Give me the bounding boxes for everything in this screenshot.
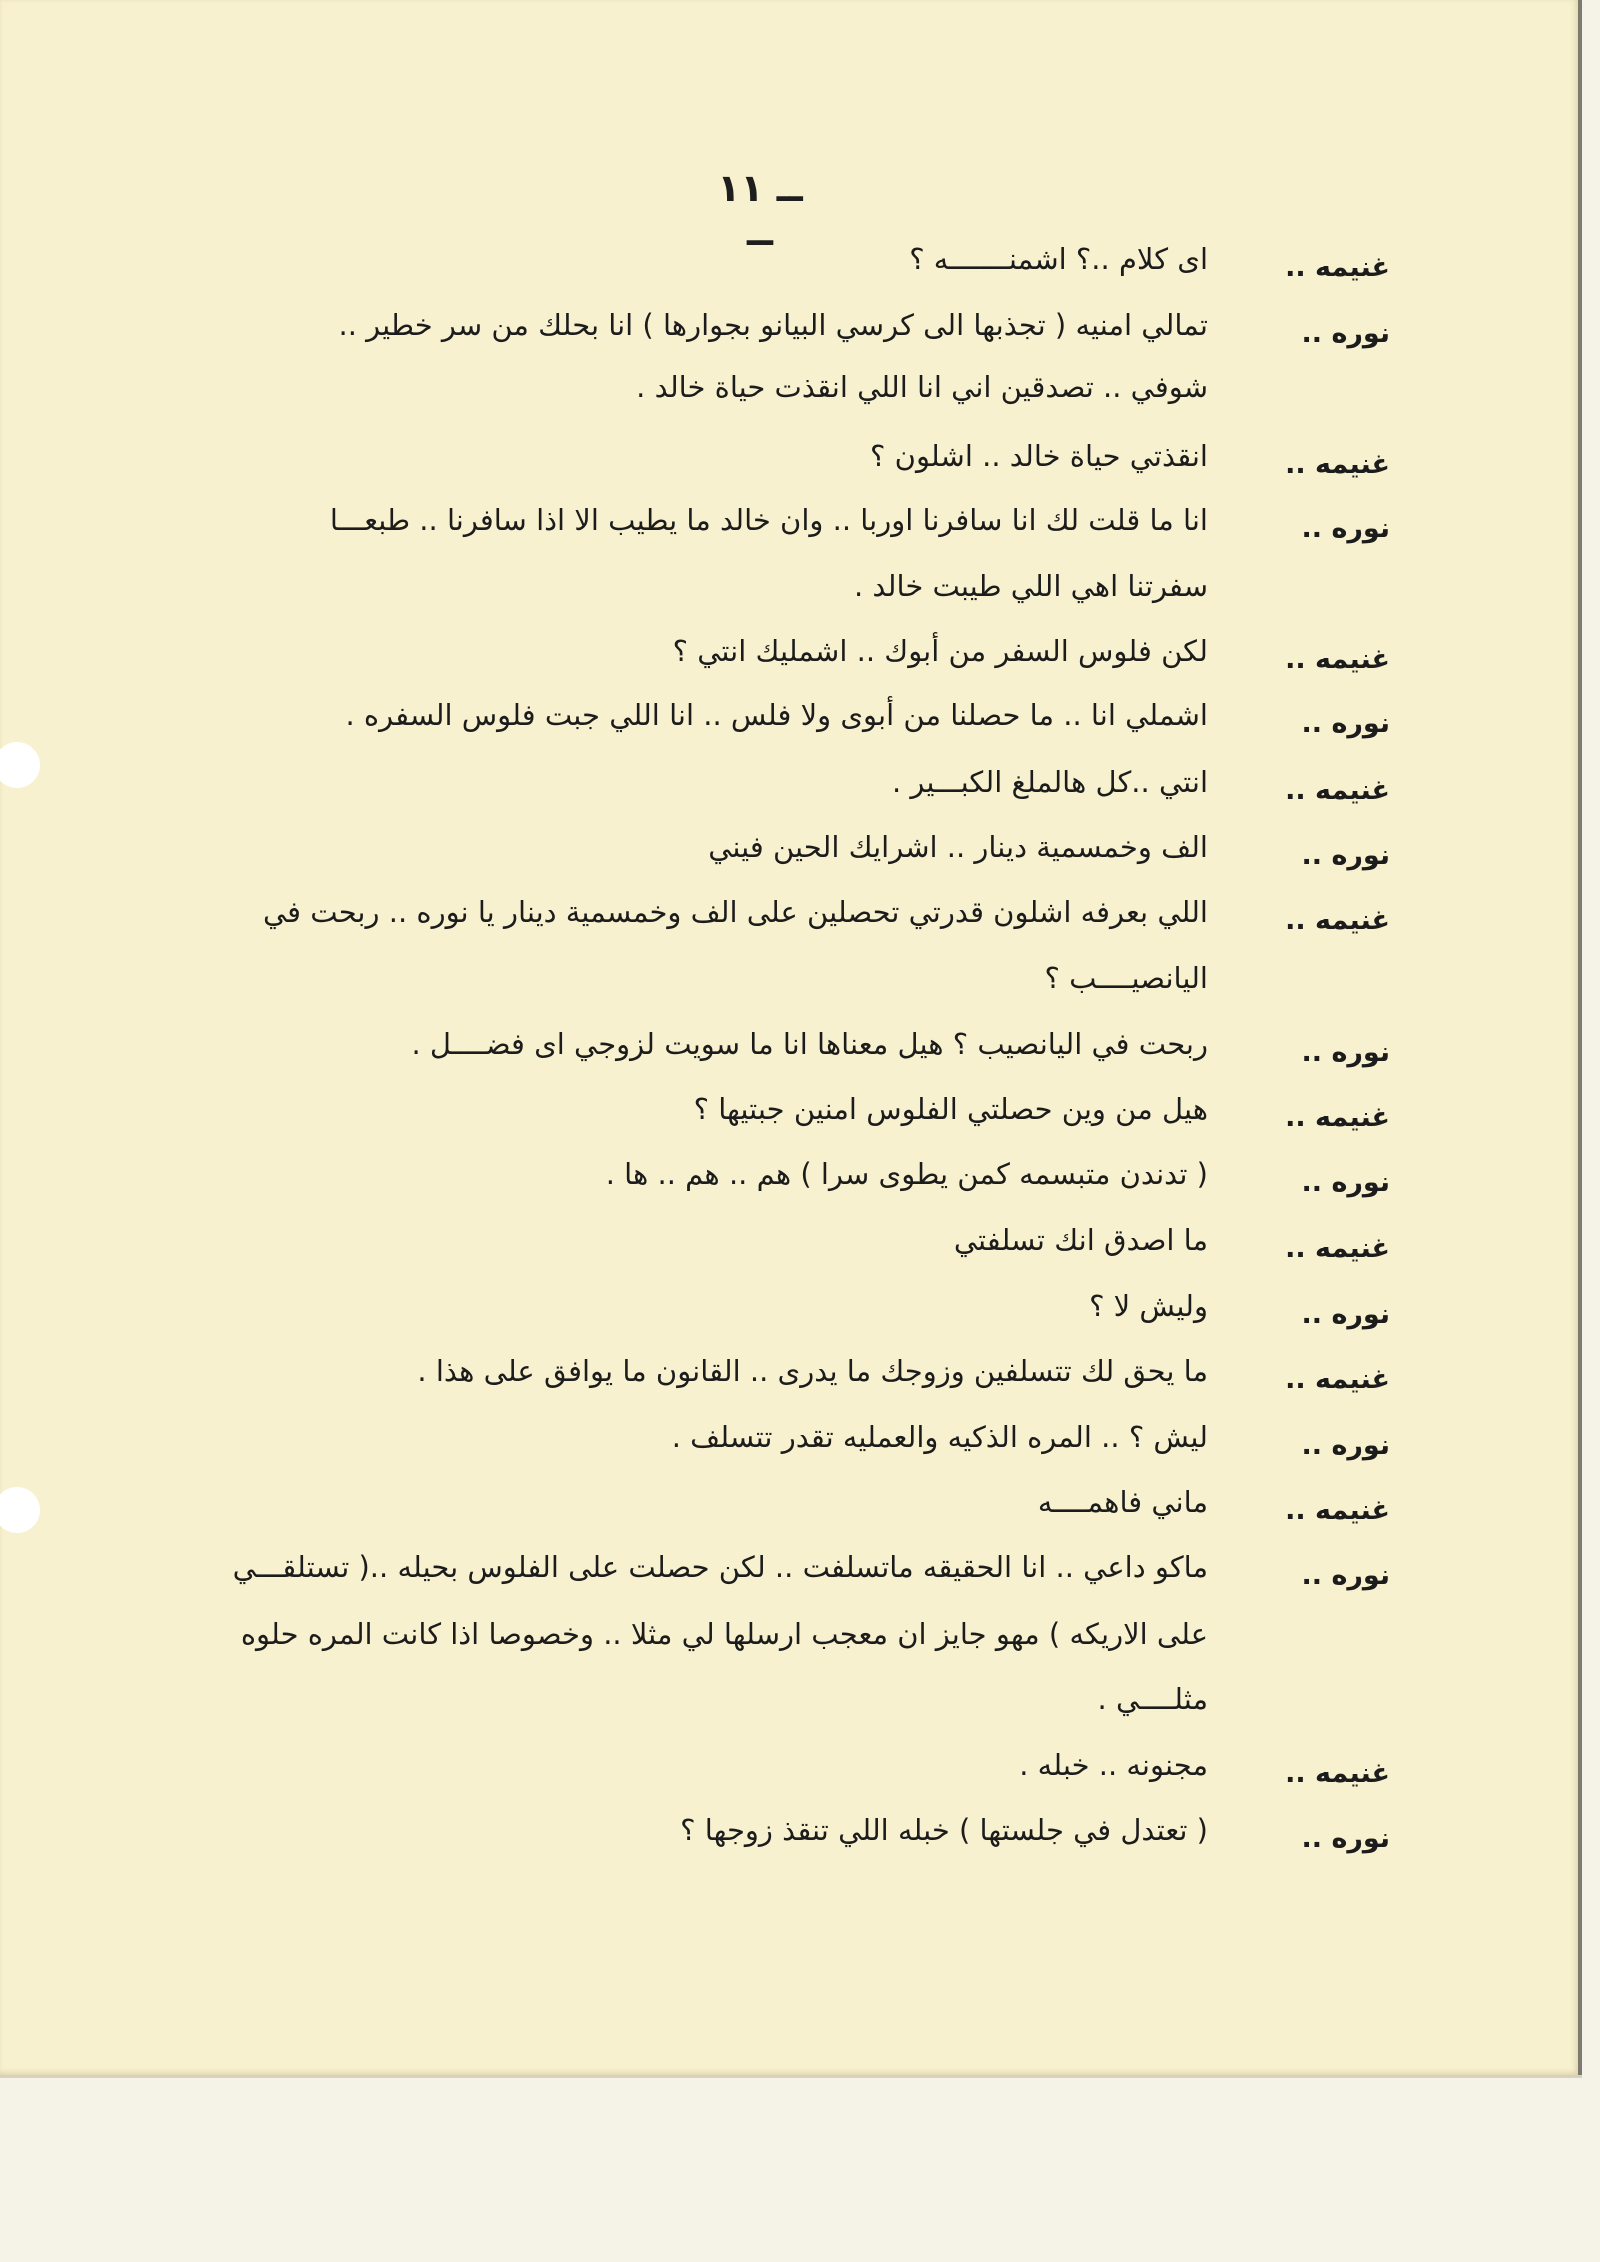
dialogue-text: وليش لا ؟: [1089, 1289, 1208, 1323]
dialogue-line: [0, 634, 1600, 694]
dialogue-line: [0, 439, 1600, 499]
dialogue-line: [0, 698, 1600, 758]
speaker-label: غنيمه ..: [1285, 1364, 1390, 1395]
speaker-label: نوره ..: [1301, 1037, 1390, 1068]
dialogue-line: [0, 1813, 1600, 1873]
dialogue-line: [0, 1617, 1600, 1677]
dialogue-line: [0, 1027, 1600, 1087]
dialogue-text: ما يحق لك تتسلفين وزوجك ما يدرى .. القانون ما يوافق على هذا .: [417, 1354, 1208, 1388]
speaker-label: نوره ..: [1301, 318, 1390, 349]
dialogue-text: ماكو داعي .. انا الحقيقه ماتسلفت .. لكن حصلت على الفلوس بحيله ..( تستلقـــي: [232, 1550, 1208, 1584]
dialogue-text: الف وخمسمية دينار .. اشرايك الحين فيني: [708, 830, 1208, 864]
dialogue-line: [0, 1748, 1600, 1808]
speaker-label: نوره ..: [1301, 1823, 1390, 1854]
speaker-label: نوره ..: [1301, 1299, 1390, 1330]
dialogue-text: هيل من وين حصلتي الفلوس امنين جبتيها ؟: [693, 1092, 1208, 1126]
dialogue-text: ماني فاهمــــه: [1037, 1485, 1208, 1519]
dialogue-line: [0, 569, 1600, 629]
speaker-label: نوره ..: [1301, 1560, 1390, 1591]
dialogue-text: تمالي امنيه ( تجذبها الى كرسي البيانو بجوارها ) انا بحلك من سر خطير ..: [338, 308, 1208, 342]
dialogue-text: اى كلام ..؟ اشمنـــــــه ؟: [909, 242, 1208, 276]
speaker-label: غنيمه ..: [1285, 1102, 1390, 1133]
dialogue-line: [0, 1157, 1600, 1217]
speaker-label: غنيمه ..: [1285, 775, 1390, 806]
speaker-label: غنيمه ..: [1285, 644, 1390, 675]
speaker-label: نوره ..: [1301, 708, 1390, 739]
speaker-label: نوره ..: [1301, 1167, 1390, 1198]
speaker-label: غنيمه ..: [1285, 1233, 1390, 1264]
speaker-label: غنيمه ..: [1285, 1758, 1390, 1789]
dialogue-line: [0, 370, 1600, 430]
speaker-label: نوره ..: [1301, 840, 1390, 871]
speaker-label: نوره ..: [1301, 1430, 1390, 1461]
dialogue-text: على الاريكه ) مهو جايز ان معجب ارسلها لي مثلا .. وخصوصا اذا كانت المره حلوه: [240, 1617, 1208, 1651]
page-number: ــ ١١ ــ: [717, 166, 803, 254]
dialogue-line: [0, 830, 1600, 890]
dialogue-text: مثلــــي .: [1097, 1682, 1208, 1716]
dialogue-text: مجنونه .. خبله .: [1019, 1748, 1208, 1782]
dialogue-line: [0, 503, 1600, 563]
dialogue-text: انقذتي حياة خالد .. اشلون ؟: [870, 439, 1208, 473]
dialogue-line: [0, 765, 1600, 825]
dialogue-text: لكن فلوس السفر من أبوك .. اشمليك انتي ؟: [672, 634, 1208, 668]
paper-bottom-edge: [0, 2075, 1582, 2078]
dialogue-text: ( تعتدل في جلستها ) خبله اللي تنقذ زوجها ؟: [680, 1813, 1208, 1847]
dialogue-text: اليانصيــــب ؟: [1044, 961, 1208, 995]
speaker-label: نوره ..: [1301, 513, 1390, 544]
dialogue-line: [0, 1485, 1600, 1545]
speaker-label: غنيمه ..: [1285, 252, 1390, 283]
dialogue-line: [0, 961, 1600, 1021]
dialogue-text: اللي بعرفه اشلون قدرتي تحصلين على الف وخمسمية دينار يا نوره .. ربحت في: [262, 895, 1208, 929]
dialogue-text: ما اصدق انك تسلفتي: [953, 1223, 1208, 1257]
dialogue-text: سفرتنا اهي اللي طيبت خالد .: [853, 569, 1208, 603]
dialogue-line: [0, 1550, 1600, 1610]
dialogue-text: ربحت في اليانصيب ؟ هيل معناها انا ما سويت لزوجي اى فضــــل .: [411, 1027, 1208, 1061]
dialogue-text: ( تدندن متبسمه كمن يطوى سرا ) هم .. هم .. ها .: [605, 1157, 1208, 1191]
dialogue-text: ليش ؟ .. المره الذكيه والعمليه تقدر تتسلف .: [671, 1420, 1208, 1454]
dialogue-text: انتي ..كل هالملغ الكبـــير .: [891, 765, 1208, 799]
dialogue-line: [0, 895, 1600, 955]
dialogue-line: [0, 1682, 1600, 1742]
dialogue-line: [0, 308, 1600, 368]
dialogue-text: شوفي .. تصدقين اني انا اللي انقذت حياة خالد .: [636, 370, 1208, 404]
dialogue-line: [0, 1354, 1600, 1414]
dialogue-line: [0, 1223, 1600, 1283]
dialogue-line: [0, 1420, 1600, 1480]
dialogue-line: [0, 1092, 1600, 1152]
speaker-label: غنيمه ..: [1285, 905, 1390, 936]
speaker-label: غنيمه ..: [1285, 1495, 1390, 1526]
dialogue-text: اشملي انا .. ما حصلنا من أبوى ولا فلس .. انا اللي جبت فلوس السفره .: [345, 698, 1208, 732]
speaker-label: غنيمه ..: [1285, 449, 1390, 480]
dialogue-line: [0, 1289, 1600, 1349]
dialogue-text: انا ما قلت لك انا سافرنا اوربا .. وان خالد ما يطيب الا اذا سافرنا .. طبعـــا: [329, 503, 1208, 537]
dialogue-line: [0, 242, 1600, 302]
